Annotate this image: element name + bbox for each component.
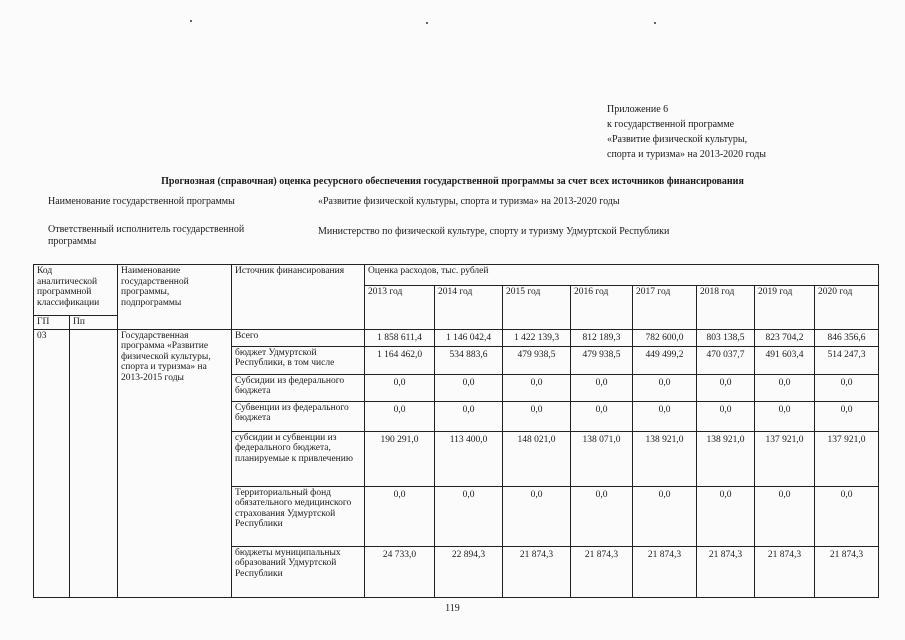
cell-value: 0,0 (571, 374, 633, 401)
executor-value: Министерство по физической культуре, спорту и туризму Удмуртской Республики (318, 226, 670, 237)
cell-value: 0,0 (697, 401, 755, 431)
header-source: Источник финансирования (232, 265, 365, 330)
cell-value: 0,0 (755, 374, 815, 401)
cell-value: 21 874,3 (633, 546, 697, 597)
header-year: 2016 год (571, 286, 633, 330)
cell-value: 113 400,0 (435, 431, 503, 486)
cell-value: 0,0 (365, 374, 435, 401)
header-year: 2017 год (633, 286, 697, 330)
cell-source: Территориальный фонд обязательного медицинского страхования Удмуртской Республики (232, 486, 365, 546)
header-code: Код аналитической программной классификации (34, 265, 118, 316)
program-name-value: «Развитие физической культуры, спорта и туризма» на 2013-2020 годы (318, 196, 620, 207)
cell-program-name: Государственная программа «Развитие физической культуры, спорта и туризма» на 2013-2015 годы (118, 329, 232, 597)
cell-source: Субсидии из федерального бюджета (232, 374, 365, 401)
header-estimate: Оценка расходов, тыс. рублей (365, 265, 879, 286)
header-gp: ГП (34, 316, 70, 330)
cell-value: 0,0 (633, 374, 697, 401)
header-year: 2013 год (365, 286, 435, 330)
scan-speck (190, 20, 192, 22)
page-number: 119 (445, 603, 460, 614)
cell-value: 22 894,3 (435, 546, 503, 597)
cell-value: 24 733,0 (365, 546, 435, 597)
header-year: 2014 год (435, 286, 503, 330)
cell-value: 0,0 (503, 374, 571, 401)
cell-source: субсидии и субвенции из федерального бюджета, планируемые к привлечению (232, 431, 365, 486)
cell-value: 534 883,6 (435, 346, 503, 374)
executor-label: Ответственный исполнитель государственной программы (48, 224, 245, 247)
cell-value: 148 021,0 (503, 431, 571, 486)
cell-value: 0,0 (435, 374, 503, 401)
cell-value: 21 874,3 (503, 546, 571, 597)
resource-table (33, 264, 879, 598)
cell-value: 0,0 (815, 374, 879, 401)
cell-value: 449 499,2 (633, 346, 697, 374)
cell-gp: 03 (34, 329, 70, 597)
cell-value: 0,0 (697, 486, 755, 546)
cell-value: 0,0 (815, 486, 879, 546)
cell-source: Субвенции из федерального бюджета (232, 401, 365, 431)
cell-value: 491 603,4 (755, 346, 815, 374)
cell-value: 138 921,0 (697, 431, 755, 486)
cell-value: 21 874,3 (571, 546, 633, 597)
cell-value: 0,0 (755, 486, 815, 546)
cell-value: 0,0 (503, 401, 571, 431)
program-name-label: Наименование государственной программы (48, 196, 235, 207)
cell-pp (70, 329, 118, 597)
scan-speck (426, 22, 428, 24)
cell-source: Всего (232, 329, 365, 346)
cell-value: 21 874,3 (697, 546, 755, 597)
header-name: Наименование государственной программы, подпрограммы (118, 265, 232, 330)
cell-value: 0,0 (633, 486, 697, 546)
cell-value: 0,0 (435, 486, 503, 546)
cell-source: бюджеты муниципальных образований Удмуртской Республики (232, 546, 365, 597)
cell-value: 1 422 139,3 (503, 329, 571, 346)
cell-value: 0,0 (571, 486, 633, 546)
cell-value: 0,0 (365, 486, 435, 546)
cell-value: 782 600,0 (633, 329, 697, 346)
header-pp: Пп (70, 316, 118, 330)
cell-source: бюджет Удмуртской Республики, в том числе (232, 346, 365, 374)
annex-line: «Развитие физической культуры, (607, 134, 748, 145)
header-year: 2018 год (697, 286, 755, 330)
cell-value: 0,0 (815, 401, 879, 431)
cell-value: 823 704,2 (755, 329, 815, 346)
cell-value: 1 146 042,4 (435, 329, 503, 346)
cell-value: 0,0 (633, 401, 697, 431)
cell-value: 0,0 (503, 486, 571, 546)
annex-line: к государственной программе (607, 119, 735, 130)
annex-line: Приложение 6 (607, 104, 669, 115)
cell-value: 0,0 (435, 401, 503, 431)
cell-value: 470 037,7 (697, 346, 755, 374)
cell-value: 846 356,6 (815, 329, 879, 346)
cell-value: 0,0 (571, 401, 633, 431)
cell-value: 138 071,0 (571, 431, 633, 486)
cell-value: 812 189,3 (571, 329, 633, 346)
cell-value: 137 921,0 (815, 431, 879, 486)
cell-value: 21 874,3 (815, 546, 879, 597)
table-header-row (34, 265, 879, 286)
cell-value: 137 921,0 (755, 431, 815, 486)
cell-value: 21 874,3 (755, 546, 815, 597)
document-title: Прогнозная (справочная) оценка ресурсного обеспечения государственной программы за счет всех источников финансирования (161, 176, 744, 187)
cell-value: 190 291,0 (365, 431, 435, 486)
cell-value: 1 164 462,0 (365, 346, 435, 374)
cell-value: 1 858 611,4 (365, 329, 435, 346)
table-row (34, 329, 879, 346)
header-year: 2019 год (755, 286, 815, 330)
header-year: 2015 год (503, 286, 571, 330)
cell-value: 479 938,5 (571, 346, 633, 374)
annex-note (607, 102, 766, 162)
cell-value: 803 138,5 (697, 329, 755, 346)
cell-value: 138 921,0 (633, 431, 697, 486)
cell-value: 0,0 (365, 401, 435, 431)
cell-value: 0,0 (755, 401, 815, 431)
cell-value: 479 938,5 (503, 346, 571, 374)
cell-value: 0,0 (697, 374, 755, 401)
annex-line: спорта и туризма» на 2013-2020 годы (607, 149, 767, 160)
header-year: 2020 год (815, 286, 879, 330)
cell-value: 514 247,3 (815, 346, 879, 374)
scan-speck (654, 22, 656, 24)
